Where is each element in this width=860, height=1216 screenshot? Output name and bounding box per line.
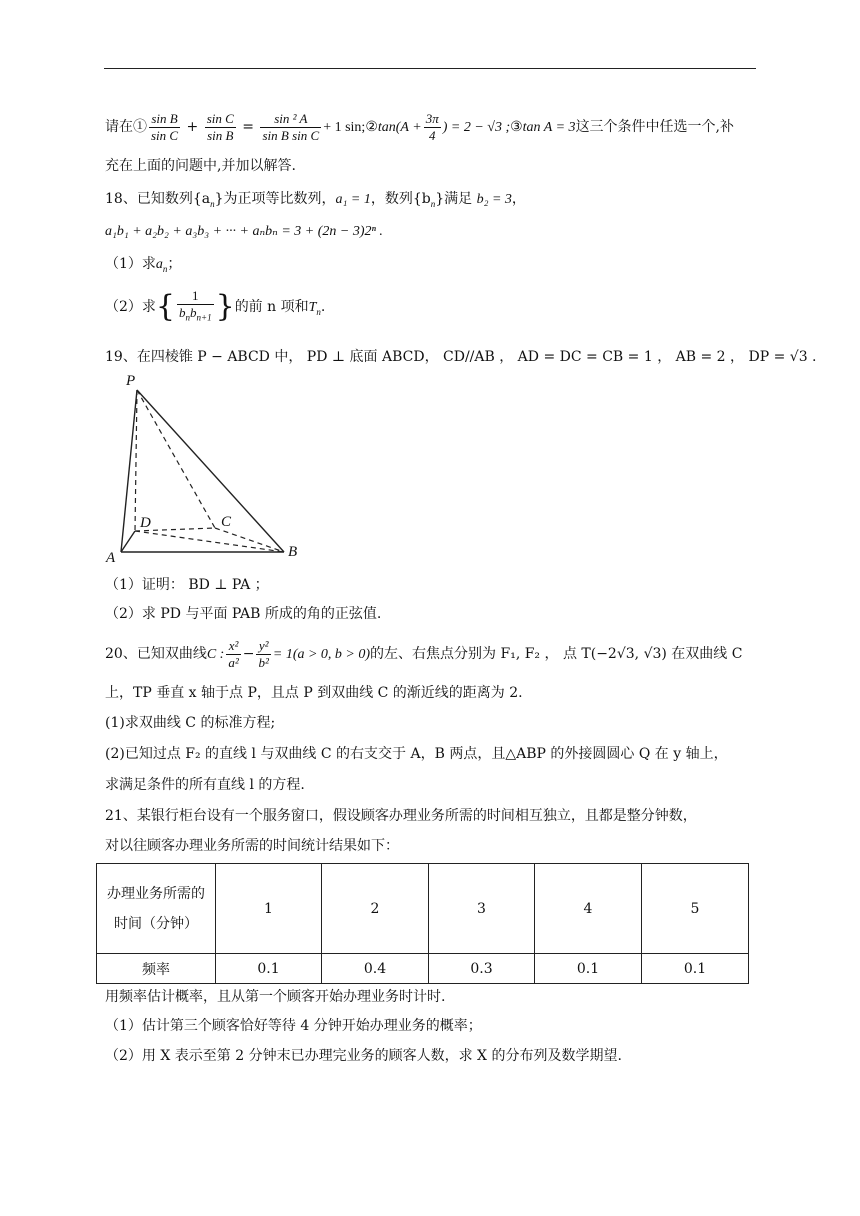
- q18-text-3: ，数列{b: [370, 191, 431, 207]
- option-1-tail: + 1 sin;: [323, 120, 366, 135]
- q18-part-1: （1）求$a_n$；: [105, 256, 182, 274]
- label-C: C: [221, 514, 232, 530]
- label-B: B: [288, 544, 298, 560]
- q21-line-2: 对以往顾客办理业务所需的时间统计结果如下：: [105, 838, 399, 854]
- q18-a1: a₁ = 1: [335, 192, 371, 207]
- q19-part-1: （1）证明： BD ⊥ PA ；: [105, 577, 269, 593]
- q17-suffix: 这三个条件中任选一个,补: [575, 119, 735, 135]
- q21-part-1: （1）估计第三个顾客恰好等待 4 分钟开始办理业务的概率；: [105, 1018, 482, 1034]
- edge-PC-hidden: [137, 390, 215, 528]
- table-cell: 频率: [97, 954, 216, 984]
- table-cell: 0.1: [216, 954, 322, 984]
- table-row: [97, 954, 749, 984]
- option-3-expr: tan A = 3: [522, 120, 576, 135]
- q20-curve: C :: [206, 647, 225, 662]
- table-header-cell: 办理业务所需的时间（分钟）: [97, 864, 216, 954]
- option-1-marker: ①: [133, 119, 147, 135]
- q17-line-2: 充在上面的问题中,并加以解答.: [105, 158, 296, 174]
- q20-stem: 20、已知双曲线C : $\frac{\text{x²}}{\text{a²}}$ − $\frac{\text{y²}}{\text{b²}}$ = 1(a > 0, b > 0)的左、右焦点分别为 F₁, F₂ ， 点 T(−2√3, √3) 在双曲线 C: [105, 637, 743, 670]
- q20-part-1: (1)求双曲线 C 的标准方程;: [105, 715, 276, 731]
- q20-part-2: (2)已知过点 F₂ 的直线 l 与双曲线 C 的右支交于 A，B 两点，且△ABP 的外接圆圆心 Q 在 y 轴上，: [105, 746, 728, 762]
- q18-part-2-tail: 的前 n 项和: [234, 299, 309, 315]
- q18-equation: a₁b₁ + a₂b₂ + a₃b₃ + ··· + aₙbₙ = 3 + (2n − 3)2ⁿ .: [105, 224, 383, 239]
- q19-part-2: （2）求 PD 与平面 PAB 所成的角的正弦值.: [105, 606, 382, 622]
- q18-part-2: （2）求{ $\frac{1}{b_nb_{n+1}}$ }的前 n 项和$T_n$.: [105, 288, 326, 324]
- frac-sinB-sinC: $\frac{\text{sin B}}{\text{sin C}}$: [151, 110, 179, 143]
- option-3-marker: ③: [510, 119, 523, 135]
- option-2-expr: tan(A +: [377, 120, 422, 135]
- q18-part-2-end: .: [320, 299, 326, 315]
- q18-part-1-label: （1）求: [105, 256, 156, 272]
- q21-after-table: 用频率估计概率，且从第一个顾客开始办理业务时计时.: [105, 989, 446, 1005]
- q20-number: 20、已知双曲线: [105, 646, 207, 662]
- q20-text: 的左、右焦点分别为 F₁, F₂ ， 点 T(−2√3, √3) 在双曲线 C: [370, 646, 743, 662]
- table-cell: 0.4: [322, 954, 429, 984]
- q21-part-2: （2）用 X 表示至第 2 分钟末已办理完业务的顾客人数，求 X 的分布列及数学期望.: [105, 1048, 622, 1064]
- frac-3pi-4: $\frac{3\pi}{4}$: [425, 110, 439, 143]
- pyramid-figure: [104, 372, 304, 566]
- q18-text-5: ，: [511, 191, 526, 207]
- q18-part-2-label: （2）求: [105, 299, 156, 315]
- q17-prefix: 请在: [105, 119, 133, 135]
- q19-stem: 19、在四棱锥 P − ABCD 中， PD ⊥ 底面 ABCD， CD//AB ， AD = DC = CB = 1 ， AB = 2 ， DP = √3 .: [105, 349, 817, 365]
- header-rule: [104, 68, 756, 69]
- label-A: A: [106, 550, 116, 566]
- table-header-cell: 2: [322, 864, 429, 954]
- table-cell: 0.1: [642, 954, 749, 984]
- q20-condition: = 1(a > 0, b > 0): [272, 647, 371, 662]
- frequency-table: [96, 863, 749, 984]
- q20-part-2b: 求满足条件的所有直线 l 的方程.: [105, 777, 305, 793]
- option-2-marker: ②: [365, 119, 378, 135]
- q20-line-2: 上，TP 垂直 x 轴于点 P，且点 P 到双曲线 C 的渐近线的距离为 2.: [105, 685, 523, 701]
- label-D: D: [140, 515, 151, 531]
- table-header-cell: 3: [429, 864, 535, 954]
- q18-part-1-tail: ；: [167, 256, 182, 272]
- q18-text-1: 已知数列{a: [136, 191, 211, 207]
- q18-text-4: }满足: [435, 191, 473, 207]
- frac-y2-b2: $\frac{\text{y²}}{\text{b²}}$: [258, 637, 269, 670]
- q21-line-1: 21、某银行柜台设有一个服务窗口，假设顾客办理业务所需的时间相互独立，且都是整分钟数，: [105, 808, 697, 824]
- q18-text-2: }为正项等比数列，: [214, 191, 336, 207]
- q17-condition-line: 请在① $\frac{\text{sin B}}{\text{sin C}}$ + $\frac{\text{sin C}}{\text{sin B}}$ = $\frac{\text{sin ² A}}{\text{sin B sin C}}$ + 1 sin;②tan(A + $\frac{3\pi}{4}$ ) = 2 − √3 ;③tan A = 3这三个条件中任选一个,补: [105, 110, 735, 143]
- option-2-tail: ) = 2 − √3 ;: [442, 120, 511, 135]
- frac-sin2A: $\frac{\text{sin ² A}}{\text{sin B sin C}}$: [262, 110, 320, 143]
- frac-sinC-sinB: $\frac{\text{sin C}}{\text{sin B}}$: [206, 110, 234, 143]
- table-row: [97, 864, 749, 954]
- table-header-cell: 5: [642, 864, 749, 954]
- table-header-cell: 4: [535, 864, 642, 954]
- q18-stem: 18、已知数列$\{a_n\}$为正项等比数列，a₁ = 1，数列$\{b_n\}$满足 b₂ = 3，: [105, 191, 526, 209]
- frac-1-bnbn1: $\frac{1}{b_nb_{n+1}}$: [179, 288, 212, 323]
- label-P: P: [126, 373, 136, 389]
- q18-b2: b₂ = 3: [476, 192, 512, 207]
- table-header-cell: 1: [216, 864, 322, 954]
- q18-number: 18、: [105, 191, 137, 207]
- table-cell: 0.1: [535, 954, 642, 984]
- table-cell: 0.3: [429, 954, 535, 984]
- edge-DB-hidden: [135, 531, 284, 552]
- frac-x2-a2: $\frac{\text{x²}}{\text{a²}}$: [228, 637, 239, 670]
